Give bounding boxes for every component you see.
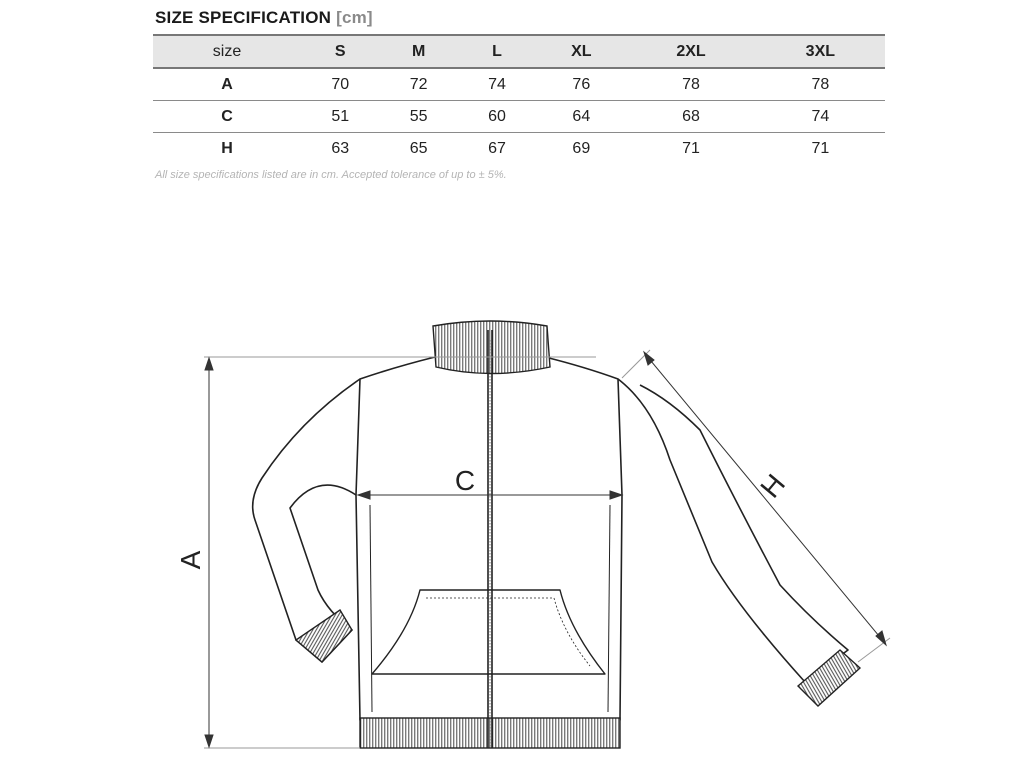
table-cell: 74 bbox=[756, 101, 885, 133]
table-cell: 63 bbox=[331, 139, 350, 157]
column-header: XL bbox=[536, 35, 626, 68]
column-header: size bbox=[153, 35, 301, 68]
column-header: L bbox=[458, 35, 536, 68]
table-cell: 78 bbox=[756, 68, 885, 101]
jacket-outline bbox=[253, 357, 848, 720]
dimension-a bbox=[204, 357, 596, 748]
label-h: H bbox=[754, 468, 792, 504]
table-cell: 70 bbox=[301, 68, 379, 101]
column-header: S bbox=[301, 35, 379, 68]
column-header: 2XL bbox=[626, 35, 755, 68]
column-header: M bbox=[379, 35, 457, 68]
table-cell: 74 bbox=[458, 68, 536, 101]
table-cell: 68 bbox=[626, 101, 755, 133]
tolerance-note: All size specifications listed are in cm. Accepted tolerance of up to ± 5%. bbox=[155, 169, 507, 181]
table-cell: 55 bbox=[379, 101, 457, 133]
row-label: A bbox=[153, 68, 301, 101]
row-label: C bbox=[153, 101, 301, 133]
title-unit: [cm] bbox=[336, 8, 373, 27]
dimension-h bbox=[622, 350, 890, 662]
left-cuff-ribbing bbox=[296, 610, 352, 662]
label-a: A bbox=[175, 550, 206, 570]
table-cell: 67 bbox=[488, 139, 506, 157]
table-cell: 78 bbox=[626, 68, 755, 101]
table-cell: 60 bbox=[458, 101, 536, 133]
table-cell: 64 bbox=[536, 101, 626, 133]
dimension-c bbox=[358, 491, 622, 499]
table-cell: 69 bbox=[572, 139, 591, 157]
table-cell: 65 bbox=[409, 139, 428, 157]
column-header: 3XL bbox=[756, 35, 885, 68]
table-cell: 51 bbox=[301, 101, 379, 133]
table-cell: 71 bbox=[682, 139, 700, 157]
table-cell: 76 bbox=[536, 68, 626, 101]
row-label: H bbox=[221, 139, 233, 157]
label-c: C bbox=[454, 465, 476, 496]
table-cell: 71 bbox=[811, 139, 830, 157]
table-cell: 72 bbox=[379, 68, 457, 101]
zipper bbox=[488, 330, 492, 748]
title-text: SIZE SPECIFICATION bbox=[155, 8, 332, 27]
right-cuff-ribbing bbox=[798, 650, 860, 706]
